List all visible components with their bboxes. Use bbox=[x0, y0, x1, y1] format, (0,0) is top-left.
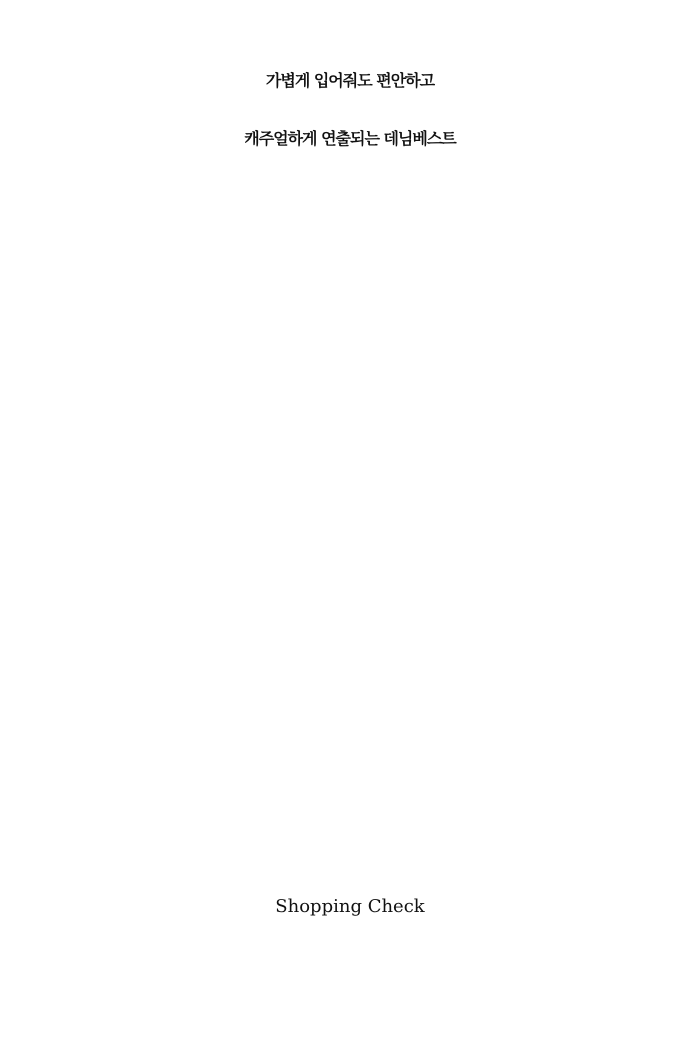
comment-line-highlight bbox=[0, 718, 700, 762]
notice-line bbox=[0, 959, 700, 986]
comment-line bbox=[0, 413, 700, 457]
notice-line bbox=[0, 932, 700, 959]
comment-line bbox=[0, 282, 700, 326]
shopping-check-title: Shopping Check bbox=[275, 896, 425, 917]
comment-line bbox=[0, 544, 700, 588]
comment-line bbox=[0, 674, 700, 718]
comment-line bbox=[0, 456, 700, 500]
stylist-comment bbox=[0, 282, 700, 849]
headline-line: 캐주얼하게 연출되는 데님베스트 bbox=[244, 129, 456, 148]
comment-line bbox=[0, 500, 700, 544]
headline-line: 가볍게 입어줘도 편안하고 bbox=[265, 71, 435, 90]
comment-line bbox=[0, 326, 700, 370]
headline bbox=[0, 52, 700, 168]
notice-line bbox=[0, 986, 700, 1013]
comment-line-highlight bbox=[0, 587, 700, 631]
shopping-check-notice bbox=[0, 932, 700, 1013]
comment-line-highlight bbox=[0, 369, 700, 413]
comment-line bbox=[0, 805, 700, 849]
comment-line bbox=[0, 631, 700, 675]
comment-line-highlight bbox=[0, 762, 700, 806]
